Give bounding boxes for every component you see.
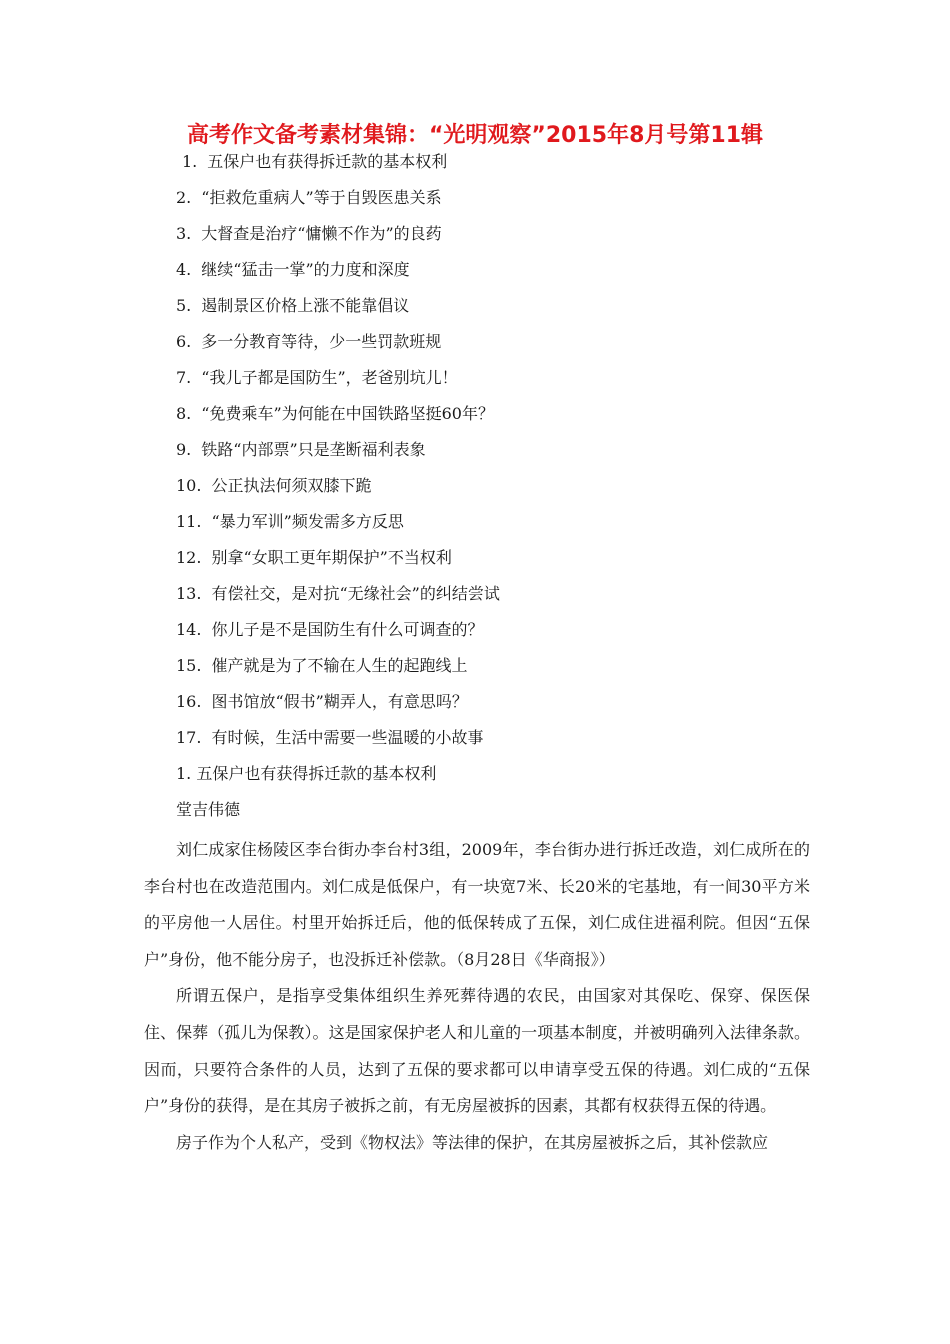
toc-item-text: 有偿社交，是对抗“无缘社会”的纠结尝试: [211, 584, 500, 603]
toc-item: [176, 544, 836, 580]
toc-item-number: 4.: [176, 260, 192, 279]
toc-item-number: 10.: [176, 476, 202, 495]
toc-item-number: 17.: [176, 728, 202, 747]
toc-item-number: 2.: [176, 188, 192, 207]
toc-item-text: 多一分教育等待，少一些罚款班规: [201, 332, 442, 351]
toc-item-number: 16.: [176, 692, 202, 711]
toc-item: [176, 184, 836, 220]
toc-item: [176, 220, 836, 256]
toc-item-number: 15.: [176, 656, 202, 675]
toc-item-text: 继续“猛击一掌”的力度和深度: [201, 260, 410, 279]
toc-item-number: 8.: [176, 404, 192, 423]
toc-item-text: 铁路“内部票”只是垄断福利表象: [201, 440, 426, 459]
toc-item: [176, 508, 836, 544]
toc-item-number: 14.: [176, 620, 202, 639]
toc-item-text: 有时候，生活中需要一些温暖的小故事: [211, 728, 484, 747]
toc-item: [176, 652, 836, 688]
toc-item: [176, 400, 836, 436]
toc-item-text: 五保户也有获得拆迁款的基本权利: [207, 152, 448, 171]
toc-item-text: 遏制景区价格上涨不能靠倡议: [201, 296, 410, 315]
toc-item-text: 你儿子是不是国防生有什么可调查的？: [211, 620, 484, 639]
toc-item-text: 催产就是为了不输在人生的起跑线上: [211, 656, 468, 675]
toc-item-text: “暴力军训”频发需多方反思: [211, 512, 404, 531]
toc-item-number: 9.: [176, 440, 192, 459]
toc-item-text: 图书馆放“假书”糊弄人，有意思吗？: [211, 692, 468, 711]
toc-item: [176, 364, 836, 400]
toc-item-number: 13.: [176, 584, 202, 603]
toc-item-number: 12.: [176, 548, 202, 567]
toc-item: [176, 580, 836, 616]
toc-item-number: 1.: [182, 152, 198, 171]
toc-item: [176, 616, 836, 652]
toc-item-text: “免费乘车”为何能在中国铁路坚挺60年？: [201, 404, 494, 423]
toc-item-number: 11.: [176, 512, 202, 531]
toc-item-number: 5.: [176, 296, 192, 315]
document-title: 高考作文备考素材集锦：“光明观察”2015年8月号第11辑: [186, 123, 764, 148]
toc-item: [176, 688, 836, 724]
toc-item: [176, 328, 836, 364]
toc-item-text: 大督查是治疗“慵懒不作为”的良药: [201, 224, 442, 243]
toc-item: [176, 436, 836, 472]
toc-item-number: 3.: [176, 224, 192, 243]
article-paragraph: 所谓五保户，是指享受集体组织生养死葬待遇的农民，由国家对其保吃、保穿、保医保住、保葬（孤儿为保教）。这是国家保护老人和儿童的一项基本制度，并被明确列入法律条款。因而，只要符合条件的人员，达到了五保的要求都可以申请享受五保的待遇。刘仁成的“五保户”身份的获得，是在其房子被拆之前，有无房屋被拆的因素，其都有权获得五保的待遇。: [144, 986, 810, 1116]
article-heading: 1. 五保户也有获得拆迁款的基本权利: [176, 764, 437, 783]
toc-item-text: “我儿子都是国防生”，老爸别坑儿！: [201, 368, 458, 387]
toc-item-number: 6.: [176, 332, 192, 351]
toc-item-text: 公正执法何须双膝下跪: [211, 476, 372, 495]
article-paragraph: 刘仁成家住杨陵区李台街办李台村3组，2009年，李台街办进行拆迁改造，刘仁成所在的李台村也在改造范围内。刘仁成是低保户，有一块宽7米、长20米的宅基地，有一间30平方米的平房他一人居住。村里开始拆迁后，他的低保转成了五保，刘仁成住进福利院。但因“五保户”身份，他不能分房子，也没拆迁补偿款。（8月28日《华商报》）: [144, 840, 810, 969]
toc-item: [176, 724, 836, 760]
table-of-contents: [176, 148, 836, 760]
toc-item-number: 7.: [176, 368, 192, 387]
article: [144, 760, 810, 1161]
toc-item-text: 别拿“女职工更年期保护”不当权利: [211, 548, 452, 567]
toc-item: [176, 148, 836, 184]
article-author: 堂吉伟德: [176, 800, 241, 819]
toc-item: [176, 292, 836, 328]
toc-item: [176, 472, 836, 508]
article-paragraph: 房子作为个人私产，受到《物权法》等法律的保护，在其房屋被拆之后，其补偿款应: [176, 1132, 769, 1152]
toc-item-text: “拒救危重病人”等于自毁医患关系: [201, 188, 442, 207]
toc-item: [176, 256, 836, 292]
